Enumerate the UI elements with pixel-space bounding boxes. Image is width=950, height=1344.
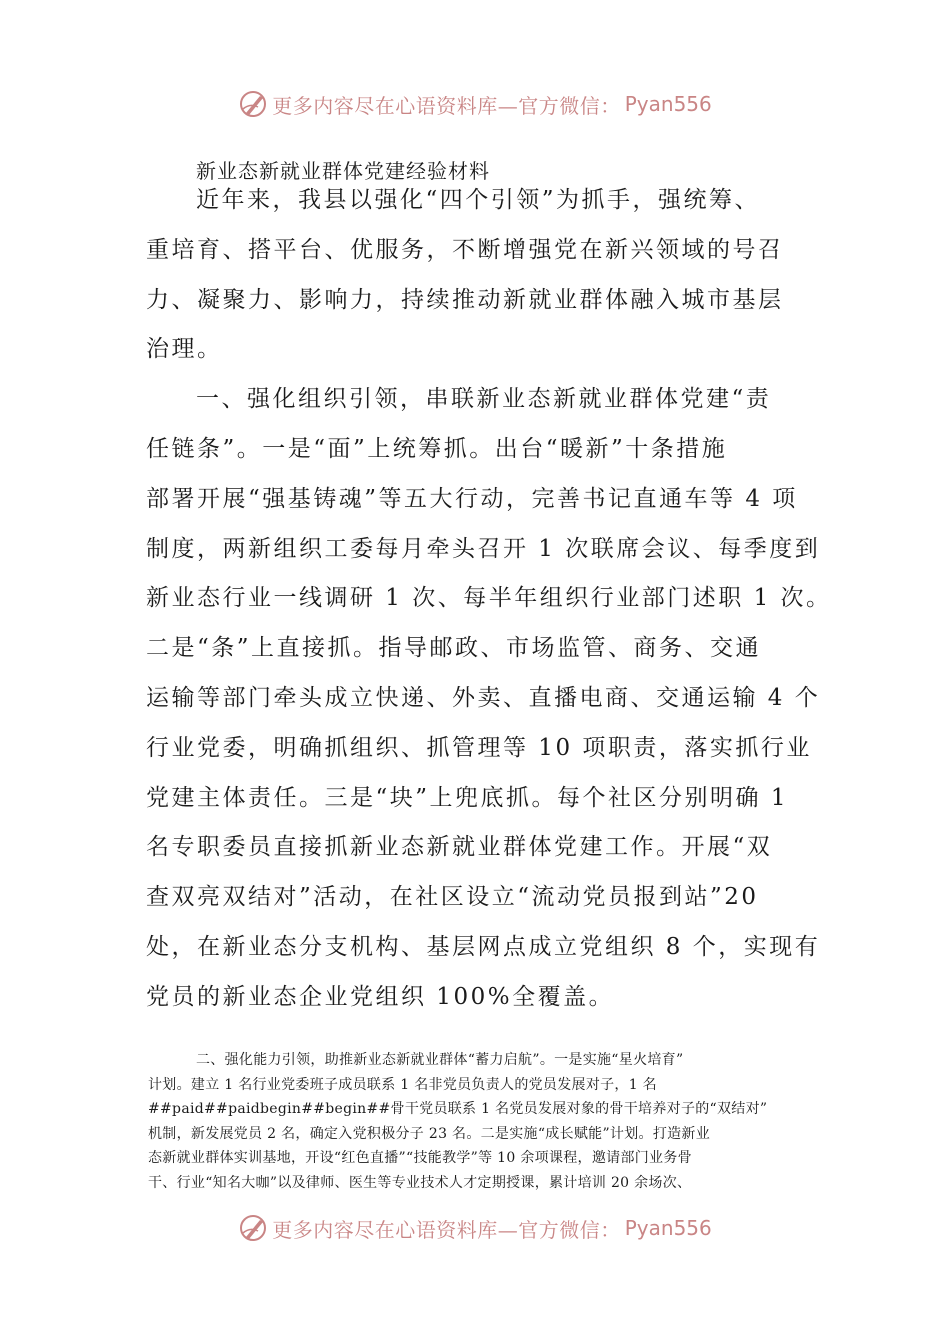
watermark-id: Pyan556 [624,1216,712,1240]
body-large [146,176,832,1023]
body-line: 任链条”。一是“面”上统筹抓。出台“暖新”十条措施 [146,435,728,462]
body-line: 行业党委，明确抓组织、抓管理等 10 项职责，落实抓行业 [146,734,812,761]
body-small-line: ##paid##paidbegin##begin##骨干党员联系 1 名党员发展对象的骨干培养对子的“双结对” [148,1101,768,1117]
watermark-id: Pyan556 [624,92,712,116]
body-line: 力、凝聚力、影响力，持续推动新就业群体融入城市基层 [146,286,784,313]
body-line: 运输等部门牵头成立快递、外卖、直播电商、交通运输 4 个 [146,684,821,711]
body-line: 近年来，我县以强化“四个引领”为抓手，强统筹、 [196,187,761,213]
body-line: 一、强化组织引领，串联新业态新就业群体党建“责 [196,386,772,413]
watermark-text: 更多内容尽在心语资料库—官方微信： [272,93,621,118]
pen-circle-logo-icon [238,89,268,119]
body-small-line: 干、行业“知名大咖”以及律师、医生等专业技术人才定期授课，累计培训 20 余场次、 [148,1174,692,1191]
pen-circle-logo-icon [238,1213,268,1243]
watermark-text: 更多内容尽在心语资料库—官方微信： [272,1217,621,1242]
body-line: 治理。 [146,336,223,363]
body-line: 查双亮双结对”活动，在社区设立“流动党员报到站”20 [146,884,759,911]
body-line: 新业态行业一线调研 1 次、每半年组织行业部门述职 1 次。 [146,585,832,612]
body-small-line: 计划。建立 1 名行业党委班子成员联系 1 名非党员负责人的党员发展对子，1 名 [148,1076,657,1093]
body-line: 处，在新业态分支机构、基层网点成立党组织 8 个，实现有 [146,933,821,960]
body-line: 二是“条”上直接抓。指导邮政、市场监管、商务、交通 [146,635,762,662]
watermark-banner-top [0,84,950,124]
body-line: 党员的新业态企业党组织 100%全覆盖。 [146,983,615,1010]
body-small [148,1048,808,1195]
body-small-line: 机制，新发展党员 2 名，确定入党积极分子 23 名。二是实施“成长赋能”计划。打造新业 [148,1125,711,1142]
document-title: 新业态新就业群体党建经验材料 [196,159,490,183]
body-line: 制度，两新组织工委每月牵头召开 1 次联席会议、每季度到 [146,535,821,562]
body-line: 名专职委员直接抓新业态新就业群体党建工作。开展“双 [146,834,773,861]
body-line: 党建主体责任。三是“块”上兜底抓。每个社区分别明确 1 [146,784,788,811]
body-small-line: 态新就业群体实训基地，开设“红色直播”“技能教学”等 10 余项课程，邀请部门业务骨 [148,1150,692,1166]
body-small-line: 二、强化能力引领，助推新业态新就业群体“蓄力启航”。一是实施“星火培育” [196,1052,684,1068]
watermark-banner-bottom [0,1208,950,1248]
body-line: 重培育、搭平台、优服务，不断增强党在新兴领域的号召 [146,236,784,263]
body-line: 部署开展“强基铸魂”等五大行动，完善书记直通车等 4 项 [146,485,798,512]
